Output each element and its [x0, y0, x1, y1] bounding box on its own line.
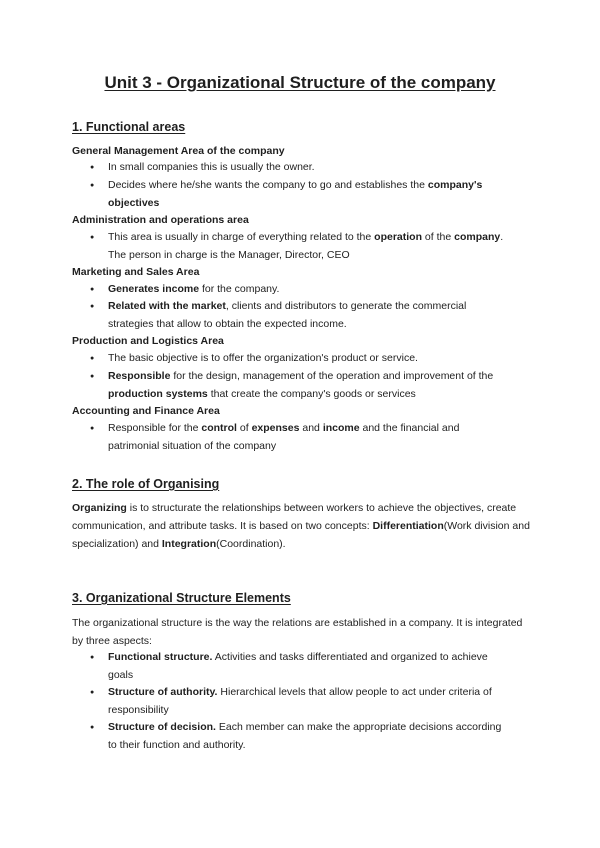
subheading-general-management: General Management Area of the company — [72, 145, 285, 157]
list-item: ● Related with the market, clients and distributors to generate the commercial strategies that allow to obtain the expected income. — [108, 298, 508, 333]
paragraph-organizing: Organizing is to structurate the relationships between workers to achieve the objectives, create communication, and attribute tasks. It is based on two concepts: Differentiation(Work division and specialization) and Integration(Coordination). — [72, 502, 530, 550]
subheading-marketing-sales: Marketing and Sales Area — [72, 266, 200, 278]
list-item: ● This area is usually in charge of everything related to the operation of the company. The person in charge is the Manager, Director, CEO — [108, 229, 508, 264]
list-item: ● Generates income for the company. — [108, 281, 508, 299]
subheading-accounting-finance: Accounting and Finance Area — [72, 405, 220, 417]
subheading-production-logistics: Production and Logistics Area — [72, 335, 224, 347]
page-title: Unit 3 - Organizational Structure of the company — [104, 73, 496, 92]
section-heading-functional-areas: 1. Functional areas — [72, 120, 186, 134]
list-item: ● Decides where he/she wants the company to go and establishes the company's objectives — [108, 177, 508, 212]
paragraph-intro: The organizational structure is the way the relations are established in a company. It is integrated by three aspects: — [72, 617, 523, 647]
list-item: ● The basic objective is to offer the organization's product or service. — [108, 350, 508, 368]
list-item: ● Responsible for the design, management of the operation and improvement of the production systems that create the company's goods or services — [108, 368, 508, 403]
section-heading-structure-elements: 3. Organizational Structure Elements — [72, 591, 291, 605]
list-item: ● Functional structure. Activities and tasks differentiated and organized to achieve goals — [108, 649, 508, 684]
list-item: ● In small companies this is usually the owner. — [108, 159, 508, 177]
list-item: ● Structure of decision. Each member can make the appropriate decisions according to their function and authority. — [108, 719, 508, 754]
list-item: ● Responsible for the control of expenses and income and the financial and patrimonial situation of the company — [108, 420, 508, 455]
section-heading-role-of-organising: 2. The role of Organising — [72, 477, 220, 491]
list-item: ● Structure of authority. Hierarchical levels that allow people to act under criteria of responsibility — [108, 684, 508, 719]
subheading-administration-operations: Administration and operations area — [72, 214, 249, 226]
